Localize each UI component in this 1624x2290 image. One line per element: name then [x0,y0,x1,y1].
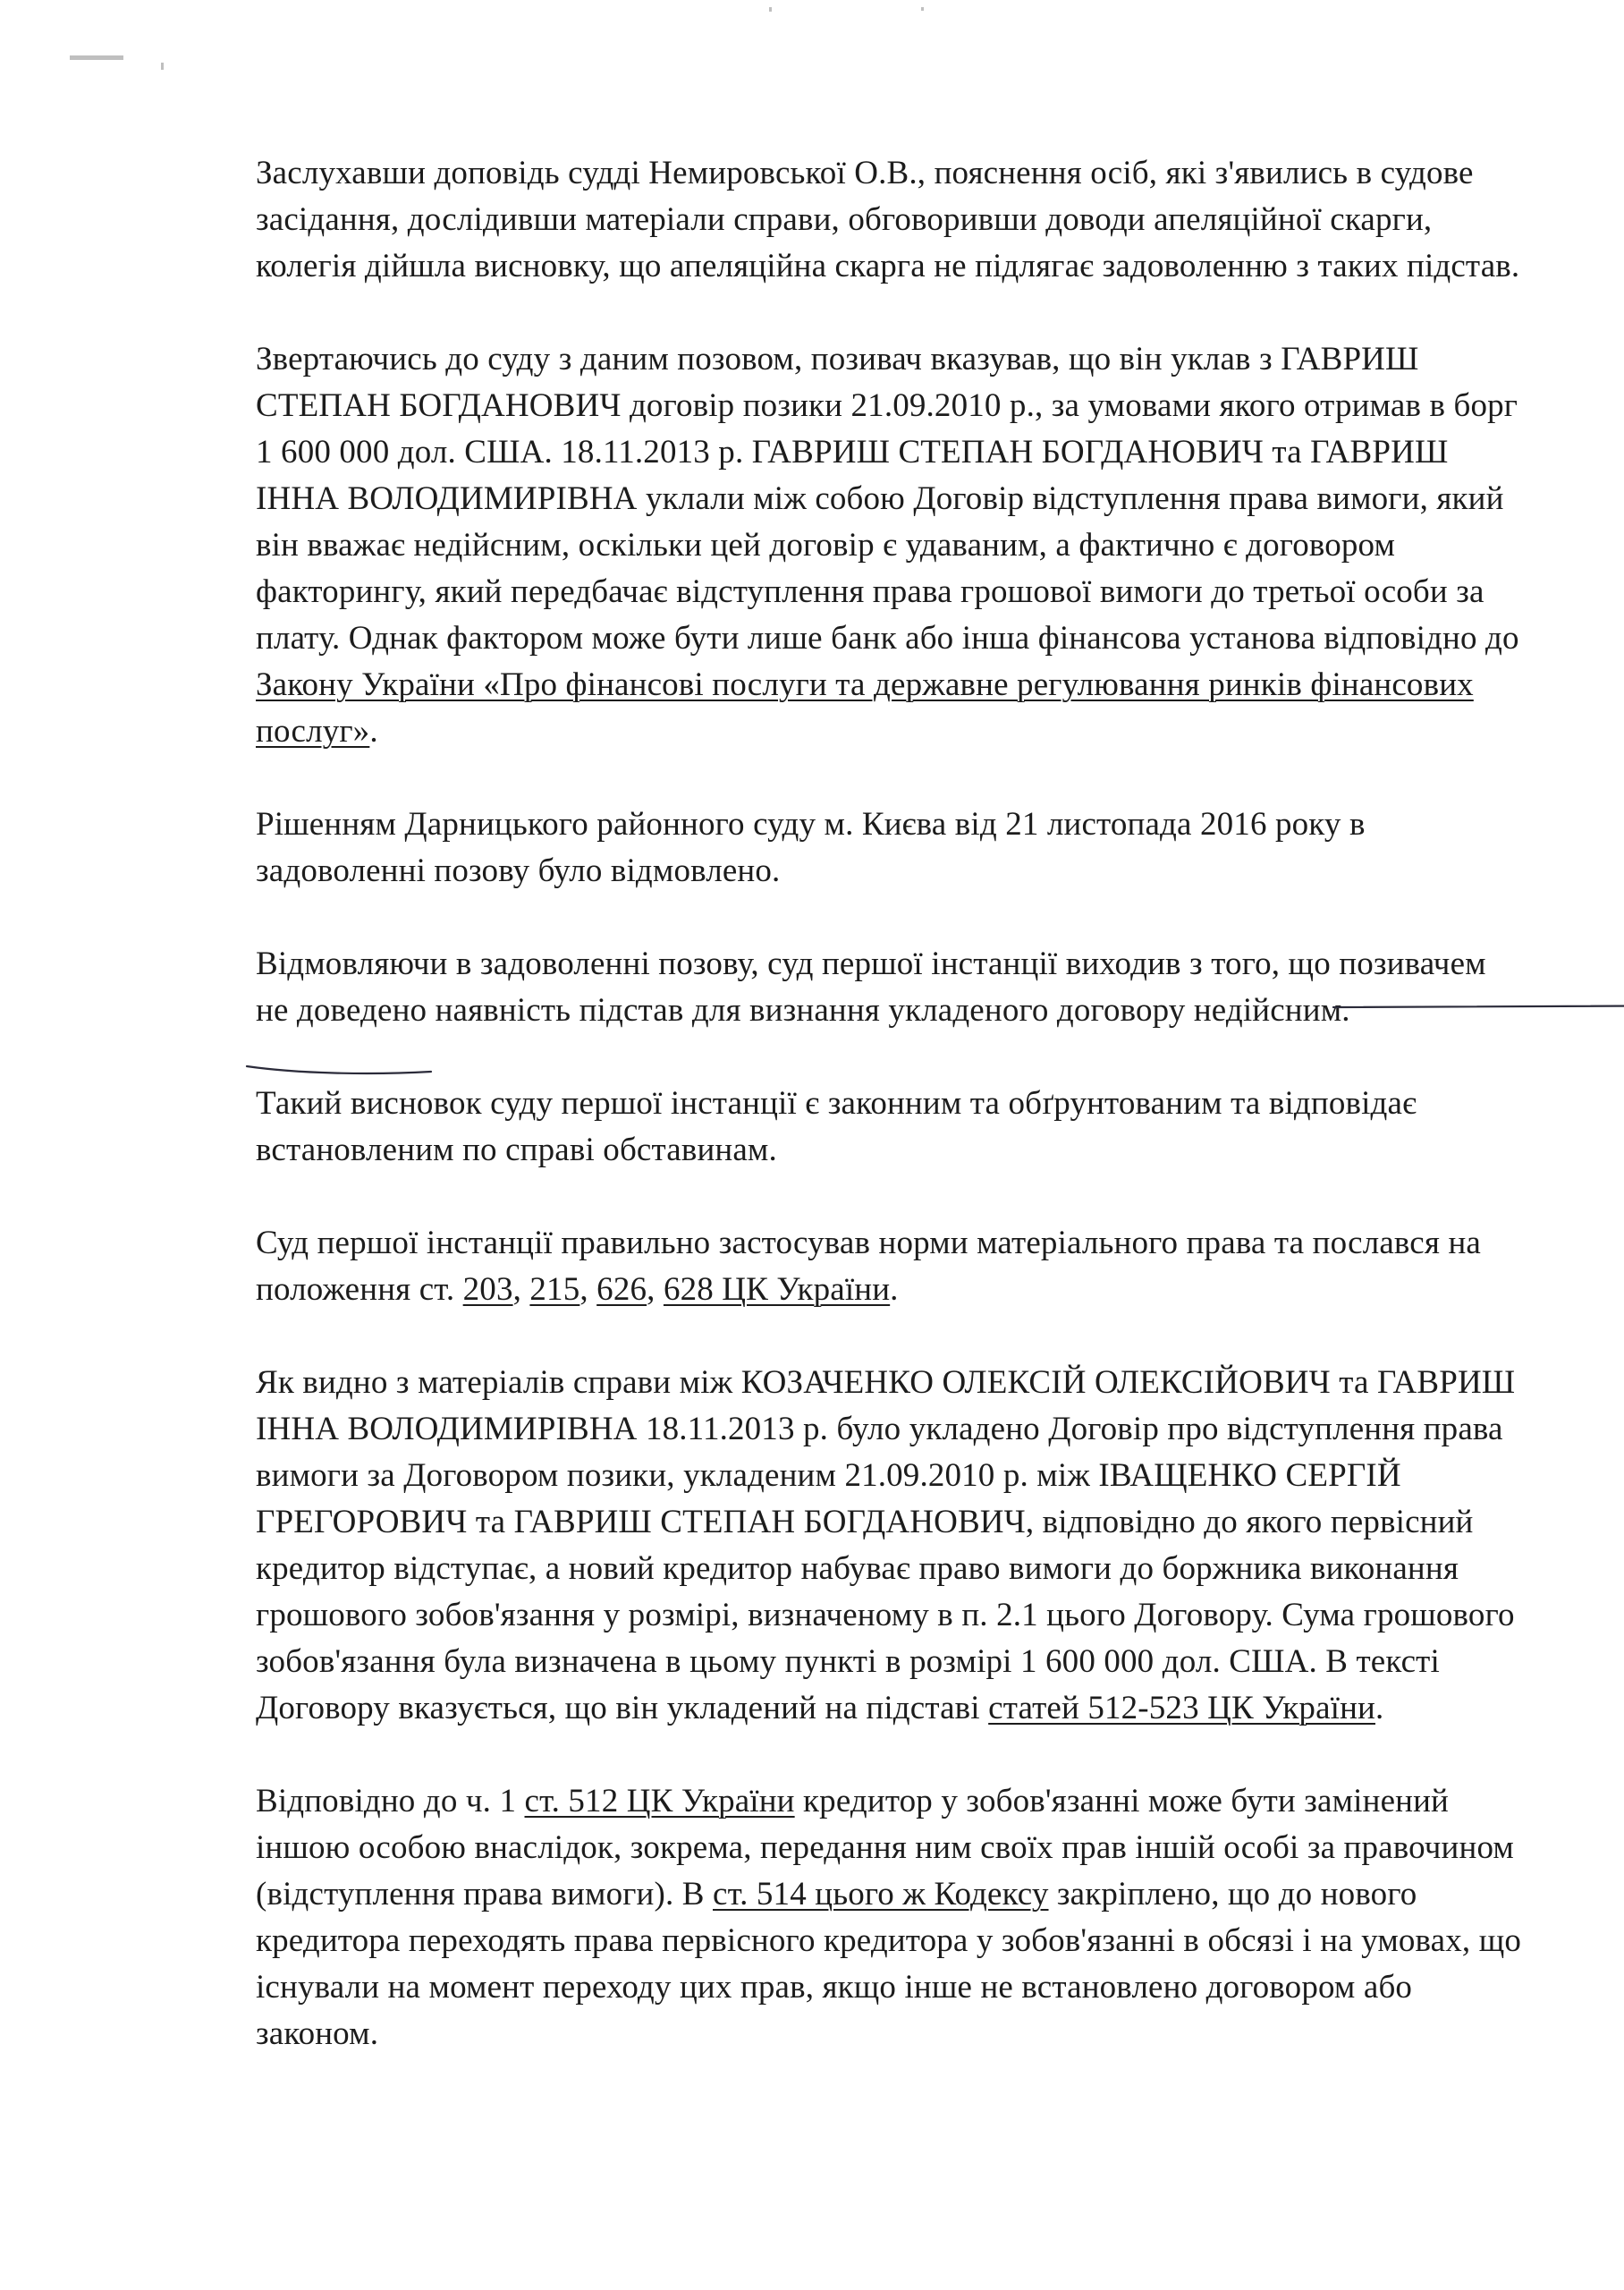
paragraph-hearing [256,150,1526,290]
paragraph-text: . [1341,992,1350,1029]
paragraph-article-512 [256,1778,1526,2057]
article-link-203[interactable]: 203 [462,1271,513,1308]
article-link-628[interactable]: 628 ЦК України [663,1271,891,1308]
paragraph-text: Заслухавши доповідь судді Немировської О.В., пояснення осіб, які з'явились в судове засідання, дослідивши матеріали справи, обговоривши доводи апеляційної скарги, колегія дійшла висновку, що апеляційна скарга не підлягає задоволенню з таких підстав. [256,155,1520,284]
paragraph-text: та [1264,434,1311,471]
paragraph-decision [256,802,1526,895]
paragraph-text: кредитор у зобов'язанні може бути замінений іншою особою внаслідок, зокрема, передання ним своїх прав іншій особі за правочином (відступлення права вимоги). В [256,1783,1514,1913]
document-body [256,150,1526,2104]
party-name: ГАВРИШ ІННА ВОЛОДИМИРІВНА [256,434,1449,517]
paragraph-text: уклали між собою Договір відступлення права вимоги, який він вважає недійсним, оскільки цей договір є удаваним, а фактично є договором факторингу, який передбачає відступлення права грошової вимоги до третьої особи за плату. Однак фактором може бути лише банк або інша фінансова установа відповідно до [256,480,1519,657]
paragraph-legal-norms [256,1220,1526,1313]
paragraph-refusal [256,941,1526,1034]
paragraph-text: 18.11.2013 р. було укладено Договір про відступлення права вимоги за Договором позики, укладеним 21.09.2010 р. між [256,1411,1503,1494]
article-link-215[interactable]: 215 [529,1271,580,1308]
article-512-link[interactable]: ст. 512 ЦК України [524,1783,795,1819]
paragraph-text: та [1330,1364,1377,1401]
paragraph-text: , [579,1271,597,1308]
paragraph-text: . [890,1271,899,1308]
paragraph-case-materials [256,1360,1526,1732]
party-name: ГАВРИШ СТЕПАН БОГДАНОВИЧ [256,341,1419,424]
paragraph-text: та [467,1504,514,1540]
paragraph-text: Рішенням Дарницького районного суду м. Києва від 21 листопада 2016 року в задоволенні позову було відмовлено. [256,806,1366,889]
paragraph-text: Суд першої інстанції правильно застосував норми матеріального права та послався на положення ст. [256,1225,1481,1308]
law-reference-link[interactable]: Закону України «Про фінансові послуги та державне регулювання ринків фінансових послуг» [256,666,1474,750]
article-link-626[interactable]: 626 [596,1271,647,1308]
paragraph-text: . [1375,1690,1384,1726]
scan-artifact [921,7,924,11]
paragraph-text: Як видно з матеріалів справи між [256,1364,741,1401]
paragraph-conclusion [256,1081,1526,1174]
paragraph-text: Відмовляючи в задоволенні позову, суд першої інстанції виходив з того, що [256,946,1340,982]
party-name: КОЗАЧЕНКО ОЛЕКСІЙ ОЛЕКСІЙОВИЧ [740,1364,1331,1401]
scan-artifact [70,55,123,60]
paragraph-text: Відповідно до ч. 1 [256,1783,525,1819]
paragraph-text: Такий висновок суду першої інстанції є законним та обґрунтованим та відповідає встановленим по справі обставинам. [256,1085,1417,1168]
scan-artifact [769,7,772,12]
paragraph-text: , [512,1271,530,1308]
paragraph-text: Звертаючись до суду з даним позовом, позивач вказував, що він уклав з [256,341,1281,377]
party-name: ГАВРИШ СТЕПАН БОГДАНОВИЧ [751,434,1264,471]
paragraph-text: , [647,1271,664,1308]
articles-512-523-link[interactable]: статей 512-523 ЦК України [988,1690,1375,1726]
article-514-link[interactable]: ст. 514 цього ж Кодексу [713,1876,1049,1913]
paragraph-text: позивачем не доведено наявність підстав для визнання укладеного договору недійсним [256,946,1486,1029]
paragraph-text: закріплено, що до нового кредитора переходять права первісного кредитора у зобов'язанні в обсязі і на умовах, що існували на момент переходу цих прав, якщо інше не встановлено договором або законом. [256,1876,1521,2052]
paragraph-text: договір позики 21.09.2010 р., за умовами якого отримав в борг 1 600 000 дол. США. 18.11.2013 р. [256,387,1518,471]
paragraph-claim [256,336,1526,755]
party-name: ГАВРИШ ІННА ВОЛОДИМИРІВНА [256,1364,1516,1447]
paragraph-text: , відповідно до якого первісний кредитор відступає, а новий кредитор набуває право вимоги до боржника виконання грошового зобов'язання у розмірі, визначеному в п. 2.1 цього Договору. Сума грошового зобов'язання була визначена в цьому пункті в розмірі 1 600 000 дол. США. В тексті Договору вказується, що він укладений на підставі [256,1504,1515,1726]
pen-hook-icon [243,1061,449,1088]
party-name: ІВАЩЕНКО СЕРГІЙ ГРЕГОРОВИЧ [256,1457,1401,1540]
paragraph-text: . [369,713,378,750]
scan-artifact [161,63,164,70]
pen-underline-icon [1333,1005,1624,1041]
party-name: ГАВРИШ СТЕПАН БОГДАНОВИЧ [513,1504,1026,1540]
